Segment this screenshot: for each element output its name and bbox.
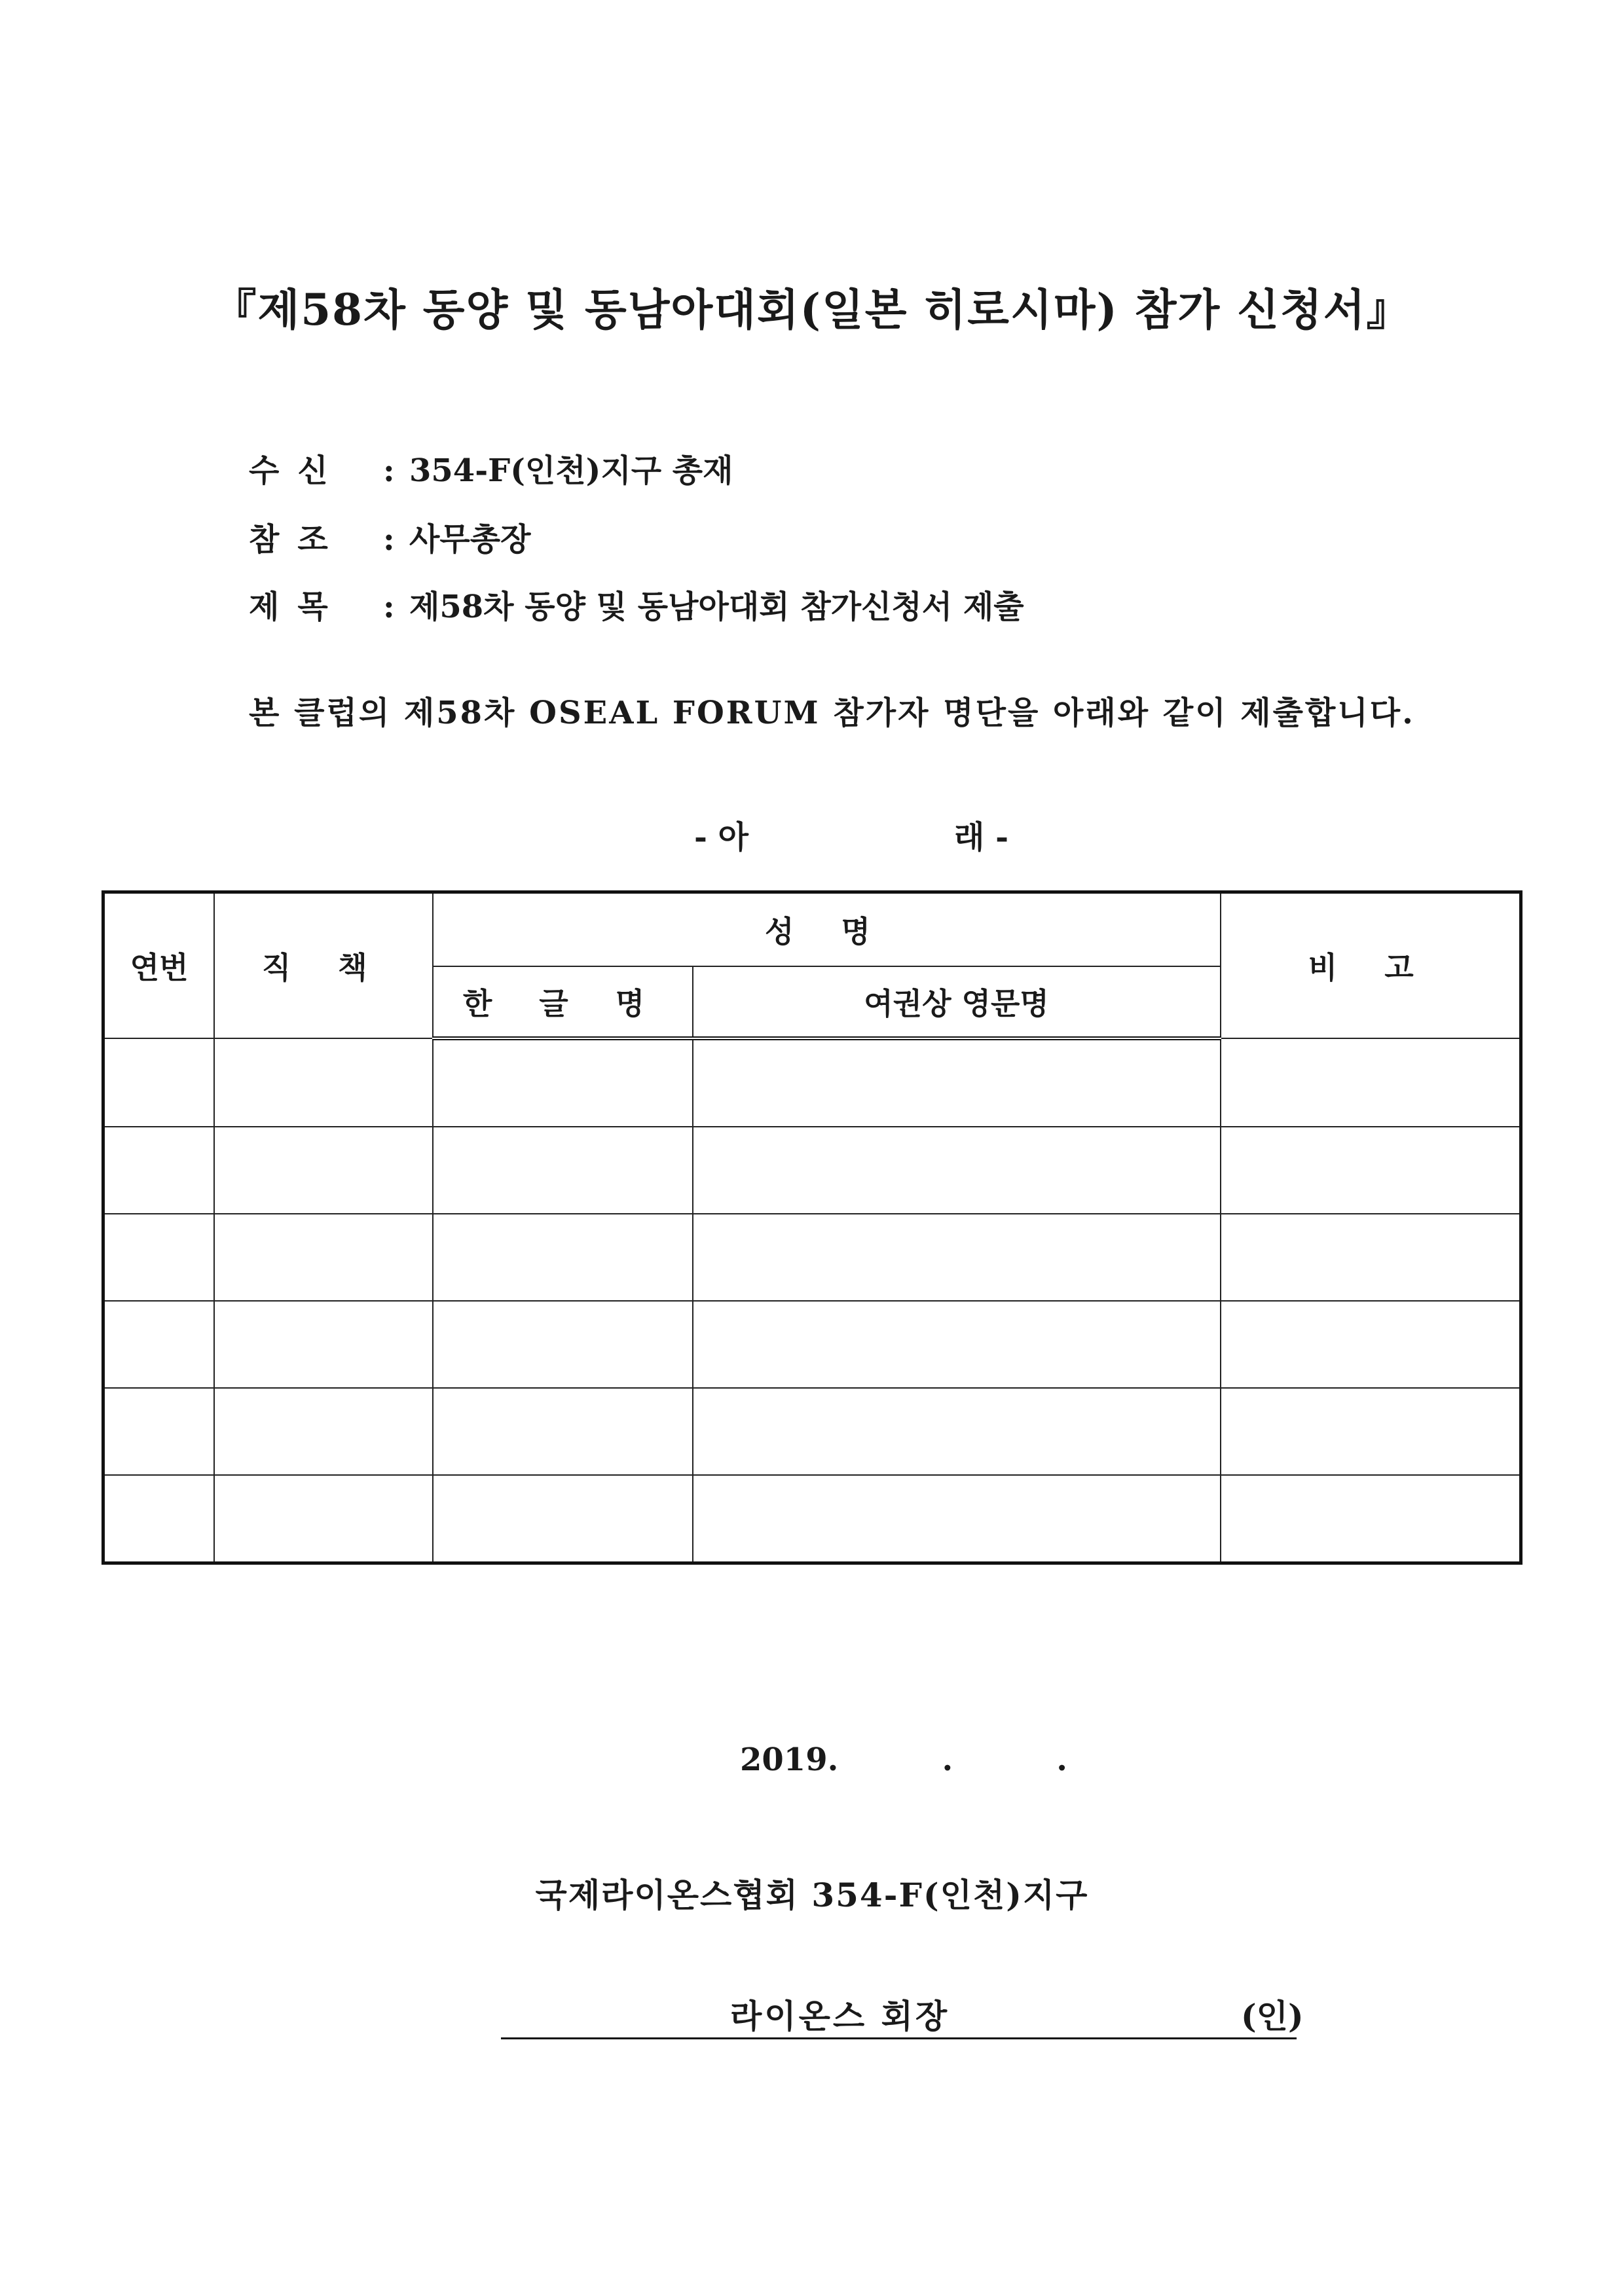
date-year: 2019.: [740, 1741, 839, 1778]
reference-value: 사무총장: [409, 521, 531, 558]
cell-remarks[interactable]: [1221, 1214, 1521, 1301]
cell-no[interactable]: [103, 1214, 215, 1301]
date-dot-day: .: [1056, 1741, 1067, 1778]
cell-remarks[interactable]: [1221, 1301, 1521, 1388]
document-title: 『제58차 동양 및 동남아대회(일본 히로시마) 참가 신청서』: [213, 284, 1411, 335]
cell-passport-name[interactable]: [693, 1038, 1221, 1127]
recipient-colon: :: [383, 452, 395, 489]
recipient-label: 수신: [249, 452, 346, 489]
cell-korean-name[interactable]: [433, 1388, 692, 1475]
cell-position[interactable]: [214, 1475, 433, 1563]
subject-row: [249, 581, 1024, 627]
cell-no[interactable]: [103, 1127, 215, 1214]
reference-label: 참조: [249, 521, 346, 558]
cell-position[interactable]: [214, 1127, 433, 1214]
date-line: [740, 1741, 1067, 1778]
cell-remarks[interactable]: [1221, 1388, 1521, 1475]
arae-left: - 아: [694, 819, 749, 856]
signer-title: 라이온스 회장: [730, 1997, 950, 2035]
recipient-row: [249, 445, 733, 490]
subject-label: 제목: [249, 589, 346, 625]
cell-korean-name[interactable]: [433, 1038, 692, 1127]
cell-remarks[interactable]: [1221, 1127, 1521, 1214]
reference-row: [249, 514, 530, 559]
arae-heading: [694, 812, 1008, 857]
table-row: [103, 1038, 1521, 1127]
table-row: [103, 1214, 1521, 1301]
table-row: [103, 1475, 1521, 1563]
cell-passport-name[interactable]: [693, 1475, 1221, 1563]
cell-position[interactable]: [214, 1388, 433, 1475]
table-row: [103, 1127, 1521, 1214]
cell-no[interactable]: [103, 1388, 215, 1475]
header-passport-name: 여권상 영문명: [693, 966, 1221, 1038]
date-dot-month: .: [942, 1741, 953, 1778]
recipient-value: 354-F(인천)지구 총재: [409, 452, 733, 489]
cell-passport-name[interactable]: [693, 1214, 1221, 1301]
cell-no[interactable]: [103, 1038, 215, 1127]
table-row: [103, 1301, 1521, 1388]
cell-position[interactable]: [214, 1214, 433, 1301]
arae-right: 래 -: [953, 819, 1008, 856]
cell-position[interactable]: [214, 1301, 433, 1388]
cell-korean-name[interactable]: [433, 1214, 692, 1301]
cell-no[interactable]: [103, 1301, 215, 1388]
cell-remarks[interactable]: [1221, 1038, 1521, 1127]
cell-korean-name[interactable]: [433, 1301, 692, 1388]
signature-line: [501, 2037, 1297, 2039]
table-row: [103, 1388, 1521, 1475]
header-korean-name: 한 글 명: [433, 966, 692, 1038]
cell-no[interactable]: [103, 1475, 215, 1563]
cell-passport-name[interactable]: [693, 1127, 1221, 1214]
participant-table: [101, 890, 1522, 1565]
cell-passport-name[interactable]: [693, 1388, 1221, 1475]
header-name: 성 명: [433, 892, 1220, 967]
seal-mark: (인): [1241, 1997, 1304, 2035]
cell-position[interactable]: [214, 1038, 433, 1127]
reference-colon: :: [383, 521, 395, 558]
cell-remarks[interactable]: [1221, 1475, 1521, 1563]
header-position: 직 책: [214, 892, 433, 1039]
intro-text: 본 클럽의 제58차 OSEAL FORUM 참가자 명단을 아래와 같이 제출합니다.: [249, 695, 1415, 731]
header-remarks: 비 고: [1221, 892, 1521, 1039]
cell-korean-name[interactable]: [433, 1127, 692, 1214]
cell-passport-name[interactable]: [693, 1301, 1221, 1388]
subject-colon: :: [383, 589, 395, 625]
cell-korean-name[interactable]: [433, 1475, 692, 1563]
organization-name: 국제라이온스협회 354-F(인천)지구: [535, 1876, 1089, 1914]
subject-value: 제58차 동양 및 동남아대회 참가신청서 제출: [409, 589, 1024, 625]
header-no: 연번: [103, 892, 215, 1039]
